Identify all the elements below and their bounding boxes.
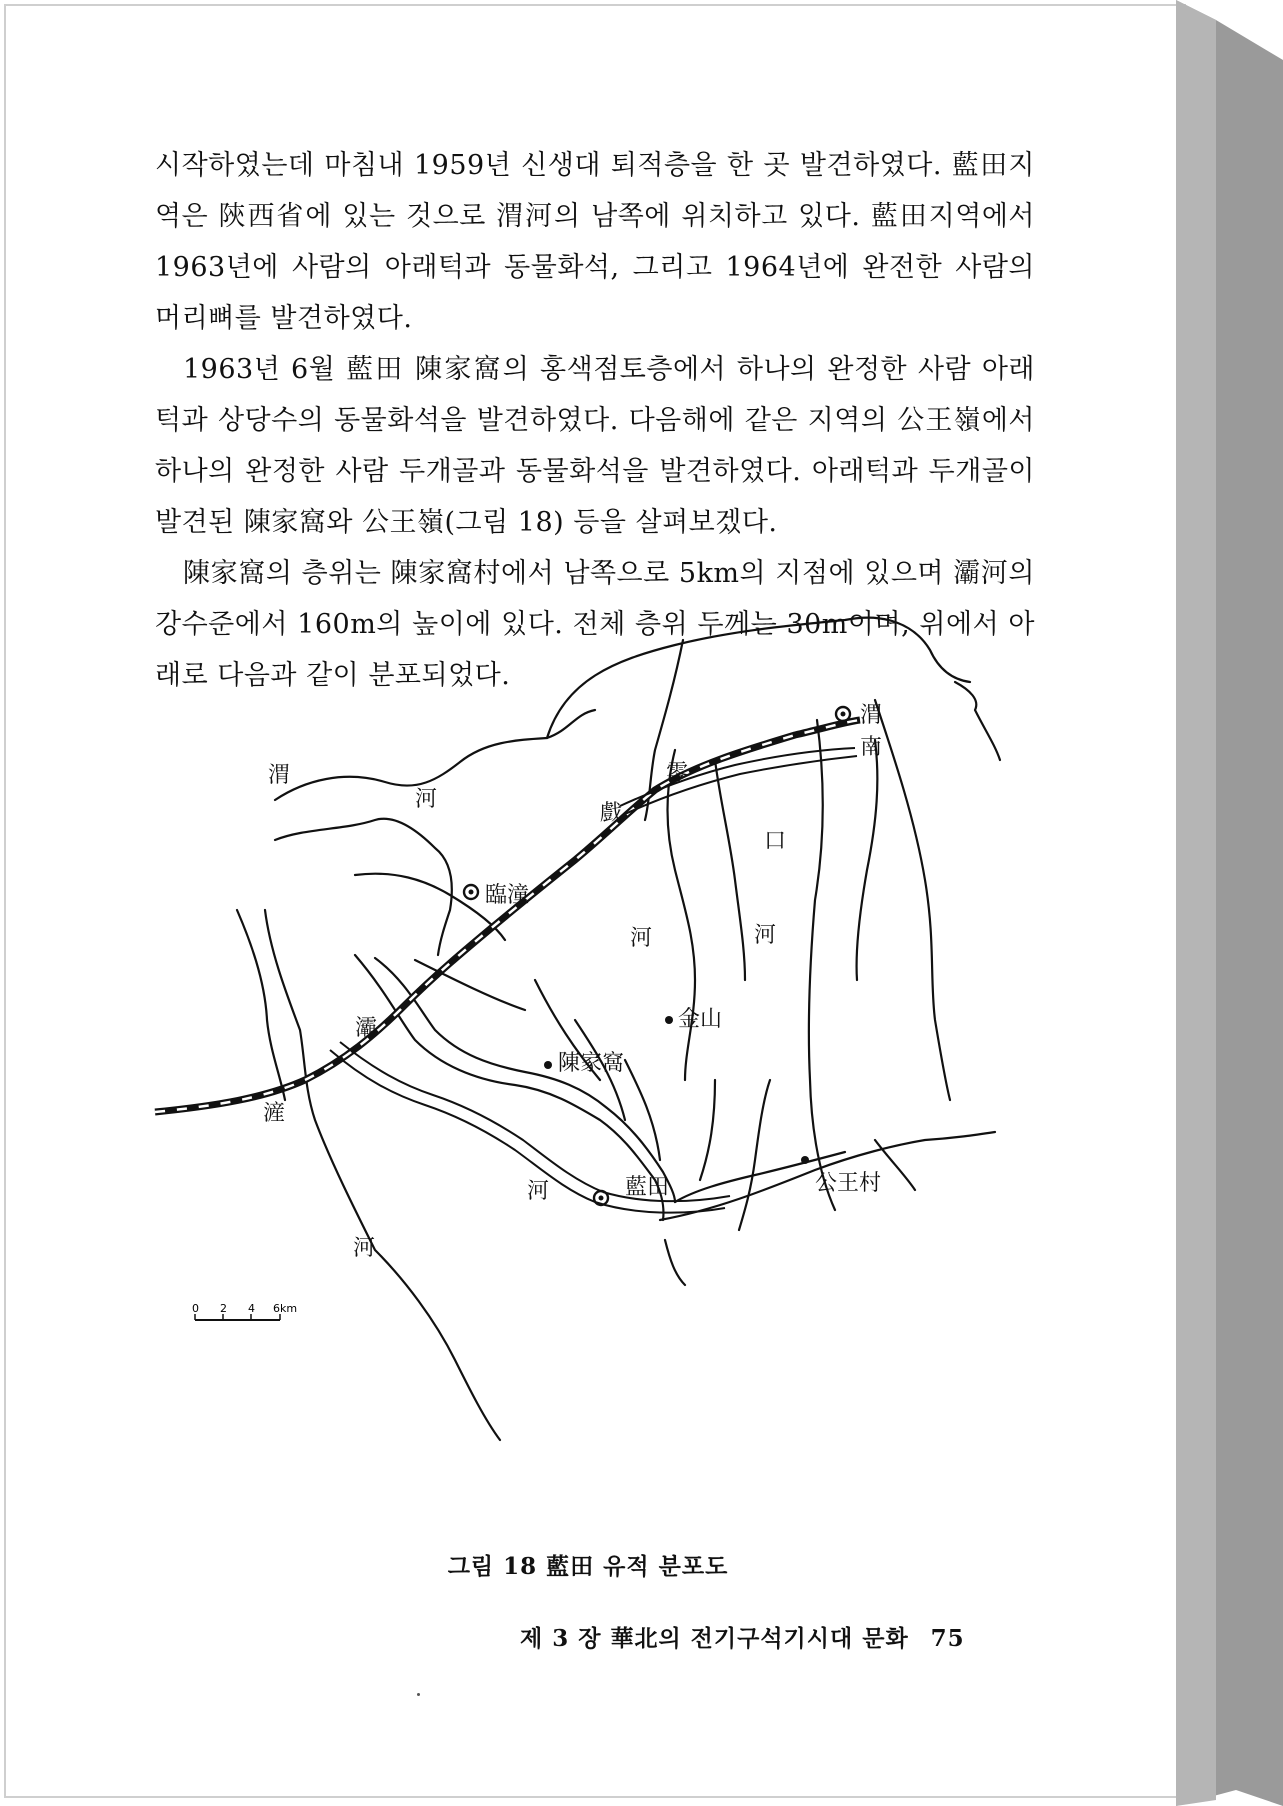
map-figure	[155, 703, 1035, 1540]
scale-tick-2: 2	[220, 1302, 227, 1315]
paragraph: 陳家窩의 층위는 陳家窩村에서 남쪽으로 5km의 지점에 있으며 灞河의 강수준에서 160m의 높이에 있다. 전체 층위 두께는 30m이며, 위에서 아래로 다음과 같이 분포되었다.	[155, 558, 1035, 691]
wei-river-lower-bank	[275, 819, 452, 955]
map-label-weinan-2: 南	[860, 735, 883, 760]
map-label-lintong: 臨潼	[485, 883, 530, 908]
map-label-ba-he: 河	[527, 1179, 550, 1204]
figure-caption: 그림 18 藍田 유적 분포도	[447, 1553, 729, 1580]
gongwangcun-marker	[801, 1156, 809, 1164]
zero-kou-river	[809, 720, 835, 1210]
map-label-he-top: 河	[415, 787, 438, 812]
map-label-xi-he: 河	[630, 926, 653, 951]
scale-tick-6: 6km	[273, 1302, 298, 1315]
page-number: 75	[930, 1625, 965, 1652]
paragraph: 1963년 6월 藍田 陳家窩의 홍색점토층에서 하나의 완정한 사람 아래턱과 상당수의 동물화석을 발견하였다. 다음해에 같은 지역의 公王嶺에서 하나의 완정한 사람 두개골과 동물화석을 발견하였다. 아래턱과 두개골이 발견된 陳家窩와 公王嶺(그림 18) 등을 살펴보겠다.	[155, 354, 1035, 538]
ba-river-left-bank	[355, 955, 663, 1220]
chapter-title: 제 3 장 華北의 전기구석기시대 문화	[520, 1625, 909, 1652]
page-edge-shadow	[1176, 0, 1283, 1806]
map-label-wei: 渭	[268, 763, 291, 788]
jinshan-marker	[665, 1016, 673, 1024]
map-label-xi: 戲	[600, 801, 623, 826]
map-label-chan: 滻	[263, 1101, 286, 1126]
paragraph: 시작하였는데 마침내 1959년 신생대 퇴적층을 한 곳 발견하였다. 藍田지역은 陝西省에 있는 것으로 渭河의 남쪽에 위치하고 있다. 藍田지역에서 1963년에 사람의 아래턱과 동물화석, 그리고 1964년에 완전한 사람의 머리뼈를 발견하였다.	[155, 150, 1035, 334]
chenjiawo-marker	[544, 1061, 552, 1069]
map-label-ling: 零	[666, 761, 689, 786]
scale-tick-4: 4	[248, 1302, 255, 1315]
map-label-weinan-1: 渭	[860, 703, 883, 728]
lintong-center	[469, 890, 474, 895]
scale-tick-0: 0	[192, 1302, 199, 1315]
road-line	[330, 748, 857, 1213]
tributary-5	[700, 1080, 715, 1180]
map-label-chan-he: 河	[353, 1236, 376, 1261]
weinan-river	[857, 740, 878, 980]
body-text	[155, 140, 1035, 701]
map-label-chenjiawo: 陳家窩	[558, 1051, 625, 1076]
map-label-jinshan: 金山	[678, 1007, 723, 1032]
railway-line	[155, 720, 860, 1112]
tributary-1	[415, 960, 525, 1010]
weinan-center	[841, 712, 846, 717]
jinshan-river	[739, 1080, 770, 1230]
lantian-center	[599, 1196, 604, 1201]
map-label-kou: 口	[764, 829, 787, 854]
map-label-ba: 灞	[355, 1016, 378, 1041]
print-speck	[417, 1693, 420, 1696]
chan-river-west	[237, 910, 285, 1100]
scale-bar	[192, 1302, 297, 1320]
map-label-lantian: 藍田	[625, 1175, 670, 1200]
map-label-ling-he: 河	[754, 923, 777, 948]
lantian-site-map	[155, 703, 1035, 1540]
map-label-gongwangcun: 公王村	[815, 1171, 882, 1196]
settlements	[464, 707, 850, 1205]
xi-he-branch	[715, 760, 745, 980]
lantian-south	[665, 1240, 685, 1285]
lintong-branch	[355, 874, 505, 940]
ling-he-east	[875, 700, 950, 1100]
page-footer	[520, 1620, 965, 1653]
